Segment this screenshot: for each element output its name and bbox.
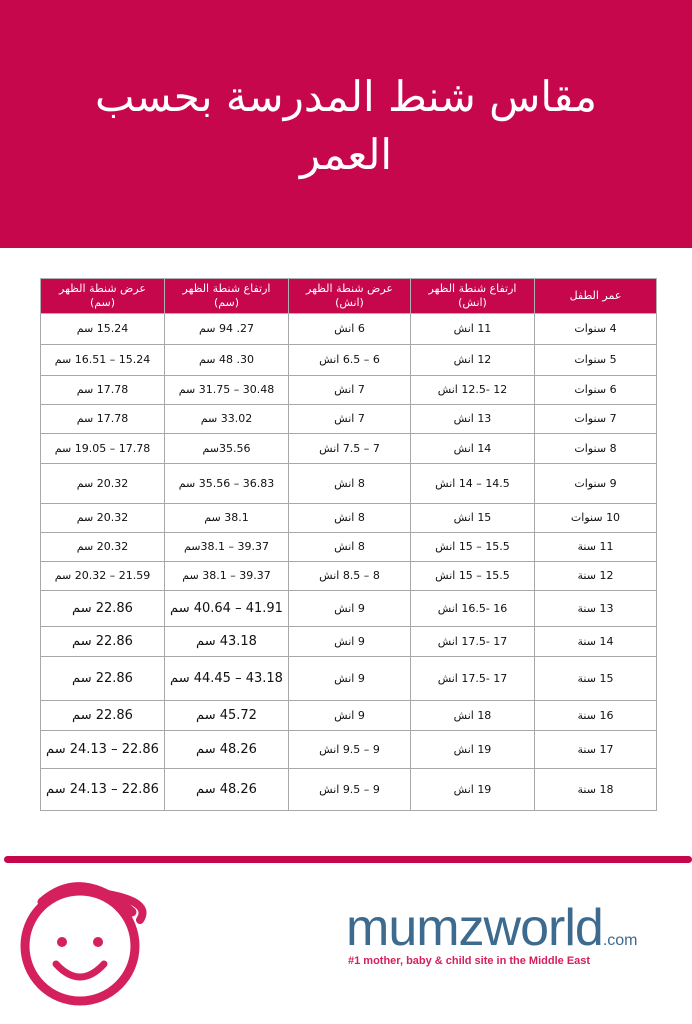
table-cell: 20.32 سم <box>41 533 165 562</box>
table-cell: 43.18 سم <box>165 627 289 657</box>
table-cell: 14.5 – 14 انش <box>411 464 535 504</box>
table-cell: 17 سنة <box>535 731 657 769</box>
title-line-1: مقاس شنط المدرسة بحسب <box>95 72 597 121</box>
table-cell: 6 – 6.5 انش <box>289 345 411 376</box>
table-cell: 36.83 – 35.56 سم <box>165 464 289 504</box>
table-row <box>41 591 657 627</box>
table-cell: 4 سنوات <box>535 314 657 345</box>
table-cell: 6 سنوات <box>535 376 657 405</box>
table-row <box>41 533 657 562</box>
table-cell: 9 – 9.5 انش <box>289 731 411 769</box>
table-row <box>41 504 657 533</box>
table-row <box>41 731 657 769</box>
table-cell: 13 سنة <box>535 591 657 627</box>
footer-divider <box>4 856 692 863</box>
table-cell: 15.24 – 16.51 سم <box>41 345 165 376</box>
table-cell: 16 -16.5 انش <box>411 591 535 627</box>
table-cell: 15.5 – 15 انش <box>411 562 535 591</box>
table-cell: 14 سنة <box>535 627 657 657</box>
column-header: عمر الطفل <box>535 279 657 314</box>
table-cell: 12 -12.5 انش <box>411 376 535 405</box>
table-cell: 13 انش <box>411 405 535 434</box>
table-cell: 19 انش <box>411 731 535 769</box>
table-cell: 6 انش <box>289 314 411 345</box>
size-table <box>40 278 657 811</box>
table-cell: 12 سنة <box>535 562 657 591</box>
table-cell: 38.1 سم <box>165 504 289 533</box>
table-row <box>41 434 657 464</box>
column-header: ارتفاع شنطة الظهر (انش) <box>411 279 535 314</box>
table-cell: 12 انش <box>411 345 535 376</box>
table-cell: 11 سنة <box>535 533 657 562</box>
table-cell: 20.32 سم <box>41 504 165 533</box>
table-cell: 9 انش <box>289 591 411 627</box>
title-banner <box>0 0 692 248</box>
smiley-logo-icon <box>12 872 152 1016</box>
table-cell: 7 سنوات <box>535 405 657 434</box>
column-header: ارتفاع شنطة الظهر (سم) <box>165 279 289 314</box>
table-cell: 18 سنة <box>535 769 657 811</box>
table-cell: 22.86 – 24.13 سم <box>41 769 165 811</box>
table-cell: 9 انش <box>289 701 411 731</box>
table-cell: 9 انش <box>289 657 411 701</box>
table-cell: 22.86 سم <box>41 701 165 731</box>
table-cell: 18 انش <box>411 701 535 731</box>
table-cell: 8 انش <box>289 464 411 504</box>
table-cell: 8 سنوات <box>535 434 657 464</box>
table-cell: 10 سنوات <box>535 504 657 533</box>
table-cell: 30.48 – 31.75 سم <box>165 376 289 405</box>
table-cell: 9 انش <box>289 627 411 657</box>
table-cell: 15.24 سم <box>41 314 165 345</box>
table-cell: 9 – 9.5 انش <box>289 769 411 811</box>
table-cell: 8 – 8.5 انش <box>289 562 411 591</box>
table-cell: 16 سنة <box>535 701 657 731</box>
table-cell: 22.86 – 24.13 سم <box>41 731 165 769</box>
table-cell: 39.37 – 38.1سم <box>165 533 289 562</box>
table-cell: 48.26 سم <box>165 731 289 769</box>
brand-tagline: #1 mother, baby & child site in the Middle East <box>348 955 591 967</box>
table-cell: 19 انش <box>411 769 535 811</box>
table-row <box>41 376 657 405</box>
table-cell: 17 -17.5 انش <box>411 627 535 657</box>
table-cell: 20.32 سم <box>41 464 165 504</box>
table-cell: 11 انش <box>411 314 535 345</box>
table-cell: 7 – 7.5 انش <box>289 434 411 464</box>
table-cell: 9 سنوات <box>535 464 657 504</box>
table-cell: 15.5 – 15 انش <box>411 533 535 562</box>
table-cell: 7 انش <box>289 376 411 405</box>
table-cell: 5 سنوات <box>535 345 657 376</box>
table-row <box>41 345 657 376</box>
brand-name: mumzworld <box>346 899 603 957</box>
table-cell: 15 سنة <box>535 657 657 701</box>
table-cell: 17.78 سم <box>41 405 165 434</box>
table-header-row <box>41 279 657 314</box>
table-cell: 8 انش <box>289 504 411 533</box>
table-cell: 33.02 سم <box>165 405 289 434</box>
table-row <box>41 701 657 731</box>
table-cell: 30. 48 سم <box>165 345 289 376</box>
table-cell: 7 انش <box>289 405 411 434</box>
table-cell: 17.78 سم <box>41 376 165 405</box>
table-cell: 17 -17.5 انش <box>411 657 535 701</box>
table-cell: 43.18 – 44.45 سم <box>165 657 289 701</box>
table-cell: 27. 94 سم <box>165 314 289 345</box>
table-cell: 17.78 – 19.05 سم <box>41 434 165 464</box>
table-cell: 48.26 سم <box>165 769 289 811</box>
table-row <box>41 657 657 701</box>
table-cell: 22.86 سم <box>41 627 165 657</box>
table-row <box>41 314 657 345</box>
table-row <box>41 464 657 504</box>
table-row <box>41 405 657 434</box>
title-line-2: العمر <box>299 130 393 179</box>
table-cell: 21.59 – 20.32 سم <box>41 562 165 591</box>
table-cell: 41.91 – 40.64 سم <box>165 591 289 627</box>
page-title <box>20 68 672 184</box>
table-cell: 22.86 سم <box>41 657 165 701</box>
table-cell: 8 انش <box>289 533 411 562</box>
table-cell: 35.56سم <box>165 434 289 464</box>
column-header: عرض شنطة الظهر (سم) <box>41 279 165 314</box>
column-header: عرض شنطة الظهر (انش) <box>289 279 411 314</box>
brand-suffix: .com <box>602 932 638 949</box>
table-cell: 39.37 – 38.1 سم <box>165 562 289 591</box>
table-row <box>41 562 657 591</box>
table-cell: 45.72 سم <box>165 701 289 731</box>
table-cell: 22.86 سم <box>41 591 165 627</box>
table-row <box>41 627 657 657</box>
table-cell: 14 انش <box>411 434 535 464</box>
table-cell: 15 انش <box>411 504 535 533</box>
table-row <box>41 769 657 811</box>
